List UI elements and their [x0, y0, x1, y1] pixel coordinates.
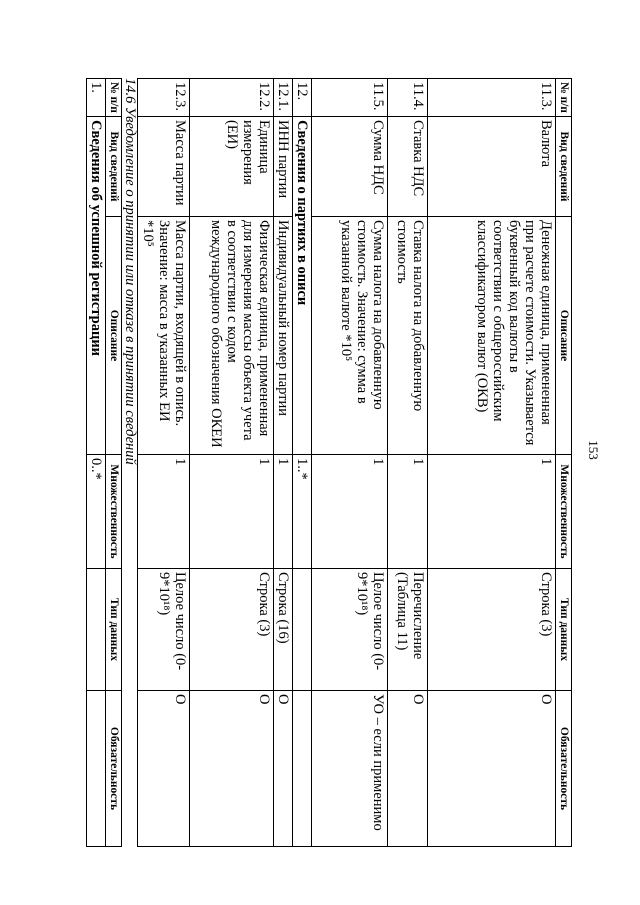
- cell-num: 1.: [87, 79, 106, 117]
- cell-req: О: [388, 691, 428, 847]
- cell-num: 12.2.: [190, 79, 274, 117]
- cell-empty: [87, 569, 106, 691]
- cell-type: Строка (3): [190, 569, 274, 691]
- cell-num: 12.1.: [274, 79, 293, 117]
- cell-req: О: [190, 691, 274, 847]
- header-kind: Вид сведений: [106, 117, 122, 217]
- cell-num: 11.3.: [428, 79, 556, 117]
- section-empty: [293, 691, 312, 847]
- cell-mult: 1: [274, 455, 293, 569]
- table-row: [274, 79, 293, 847]
- cell-kind: Ставка НДС: [388, 117, 428, 217]
- table-header-row: [556, 79, 572, 847]
- header-mult: Множественность: [556, 455, 572, 569]
- table-row: [428, 79, 556, 847]
- section-num: 12.: [293, 79, 312, 117]
- cell-type: Перечисление (Таблица 11): [388, 569, 428, 691]
- cell-kind: ИНН партии: [274, 117, 293, 217]
- cell-req: О: [274, 691, 293, 847]
- cell-desc: Масса партии, входящей в опись. Значение: масса в указанных ЕИ *10⁵: [138, 217, 190, 455]
- section-empty: [293, 569, 312, 691]
- table-header-row: [106, 79, 122, 847]
- header-num: № п/п: [556, 79, 572, 117]
- header-req: Обязательность: [556, 691, 572, 847]
- header-desc: Описание: [556, 217, 572, 455]
- section-caption: 14.6 Уведомление о принятии или отказе в принятии сведений: [122, 78, 138, 465]
- cell-type: Целое число (0-9*10¹⁸): [312, 569, 388, 691]
- cell-desc: Ставка налога на добавленную стоимость: [388, 217, 428, 455]
- cell-mult: 1: [138, 455, 190, 569]
- header-num: № п/п: [106, 79, 122, 117]
- data-table: [137, 78, 572, 847]
- cell-num: 11.4.: [388, 79, 428, 117]
- section-title: Сведения о партиях в описи: [293, 117, 312, 455]
- header-kind: Вид сведений: [556, 117, 572, 217]
- cell-kind: Сумма НДС: [312, 117, 388, 217]
- cell-desc: Физическая единица, примененная для измерения массы объекта учета в соответствии с кодом международного обозначения ОКЕИ: [190, 217, 274, 455]
- table-row: [87, 79, 106, 847]
- cell-req: О: [428, 691, 556, 847]
- header-mult: Множественность: [106, 455, 122, 569]
- cell-title: Сведения об успешной регистрации: [87, 117, 106, 455]
- cell-kind: Единица измерения (ЕИ): [190, 117, 274, 217]
- header-type: Тип данных: [556, 569, 572, 691]
- section-row: [293, 79, 312, 847]
- table-row: [388, 79, 428, 847]
- cell-num: 12.3.: [138, 79, 190, 117]
- cell-mult: 0..*: [87, 455, 106, 569]
- section-mult: 1..*: [293, 455, 312, 569]
- cell-mult: 1: [190, 455, 274, 569]
- cell-mult: 1: [312, 455, 388, 569]
- cell-num: 11.5.: [312, 79, 388, 117]
- cell-desc: Денежная единица, примененная при расчете стоимости. Указывается буквенный код валюты в соответствии с общероссийским классификатором валют (ОКВ): [428, 217, 556, 455]
- cell-type: Строка (3): [428, 569, 556, 691]
- cell-req: УО – если применимо: [312, 691, 388, 847]
- table-row: [138, 79, 190, 847]
- table-row: [312, 79, 388, 847]
- notification-table: [86, 78, 122, 847]
- header-req: Обязательность: [106, 691, 122, 847]
- header-type: Тип данных: [106, 569, 122, 691]
- cell-empty: [87, 691, 106, 847]
- cell-mult: 1: [388, 455, 428, 569]
- cell-kind: Валюта: [428, 117, 556, 217]
- cell-type: Строка (16): [274, 569, 293, 691]
- cell-desc: Сумма налога на добавленную стоимость. Значение: сумма в указанной валюте *10⁵: [312, 217, 388, 455]
- cell-kind: Масса партии: [138, 117, 190, 217]
- cell-req: О: [138, 691, 190, 847]
- header-desc: Описание: [106, 217, 122, 455]
- cell-desc: Индивидуальный номер партии: [274, 217, 293, 455]
- cell-mult: 1: [428, 455, 556, 569]
- rotated-page: [74, 78, 572, 898]
- page-number: 153: [586, 440, 601, 460]
- cell-type: Целое число (0-9*10¹⁸): [138, 569, 190, 691]
- table-row: [190, 79, 274, 847]
